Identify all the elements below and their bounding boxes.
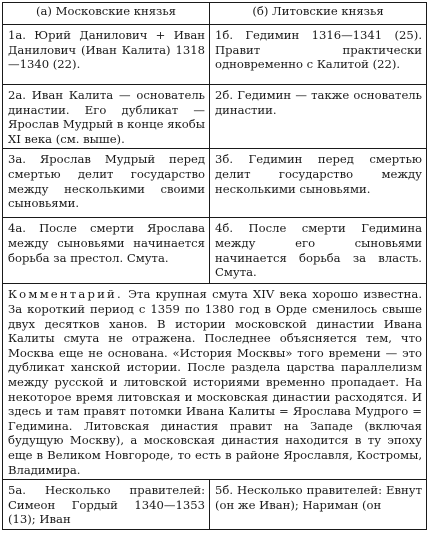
cell-1b: 1б. Гедимин 1316—1341 (25). Правит практически одновременно с Калитой (22).	[210, 25, 427, 85]
cell-2b: 2б. Гедимин — также основатель династии.	[210, 85, 427, 149]
commentary-cell	[3, 284, 427, 480]
header-lithuanian-princes: (б) Литовские князья	[210, 3, 427, 25]
cell-2a: 2а. Иван Калита — основатель династии. Его дубликат — Ярослав Мудрый в конце якобы XI века (см. выше).	[3, 85, 210, 149]
cell-3b: 3б. Гедимин перед смертью делит государство между несколькими сыновьями.	[210, 149, 427, 218]
table-row	[3, 25, 427, 85]
commentary-row	[3, 284, 427, 480]
cell-5a: 5а. Несколько правителей: Симеон Гордый 1340—1353 (13); Иван	[3, 480, 210, 530]
table-row	[3, 218, 427, 284]
table-row	[3, 149, 427, 218]
table-row	[3, 85, 427, 149]
cell-4a: 4а. После смерти Ярослава между сыновьями начинается борьба за престол. Смута.	[3, 218, 210, 284]
document-page	[2, 2, 426, 547]
commentary-text: Эта крупная смута XIV века хорошо известна. За короткий период с 1359 по 1380 год в Орде сменилось свыше двух десятков ханов. В истории московской династии Ивана Калиты смута не отражена. Последнее объясняется тем, что Москва еще не основана. «История Москвы» того времени — это дубликат ханской истории. После раздела царства параллелизм между русской и литовской историями временно пропадает. На некоторое время литовская и московская династии расходятся. И здесь и там правят потомки Ивана Калиты = Ярослава Мудрого = Гедимина. Литовская династия правит на Западе (включая будущую Москву), а московская династия находится в ту эпоху еще в Великом Новгороде, то есть в районе Ярославля, Костромы, Владимира.	[8, 287, 423, 477]
cell-3a: 3а. Ярослав Мудрый перед смертью делит государство между несколькими своими сыновьями.	[3, 149, 210, 218]
cell-1a: 1а. Юрий Данилович + Иван Данилович (Иван Калита) 1318—1340 (22).	[3, 25, 210, 85]
header-moscow-princes: (а) Московские князья	[3, 3, 210, 25]
comparison-table	[2, 2, 427, 530]
cell-5b: 5б. Несколько правителей: Евнут (он же Иван); Нариман (он	[210, 480, 427, 530]
header-row	[3, 3, 427, 25]
cell-4b: 4б. После смерти Гедимина между его сыновьями начинается борьба за власть. Смута.	[210, 218, 427, 284]
table-row	[3, 480, 427, 530]
commentary-label: Комментарий.	[8, 287, 123, 302]
